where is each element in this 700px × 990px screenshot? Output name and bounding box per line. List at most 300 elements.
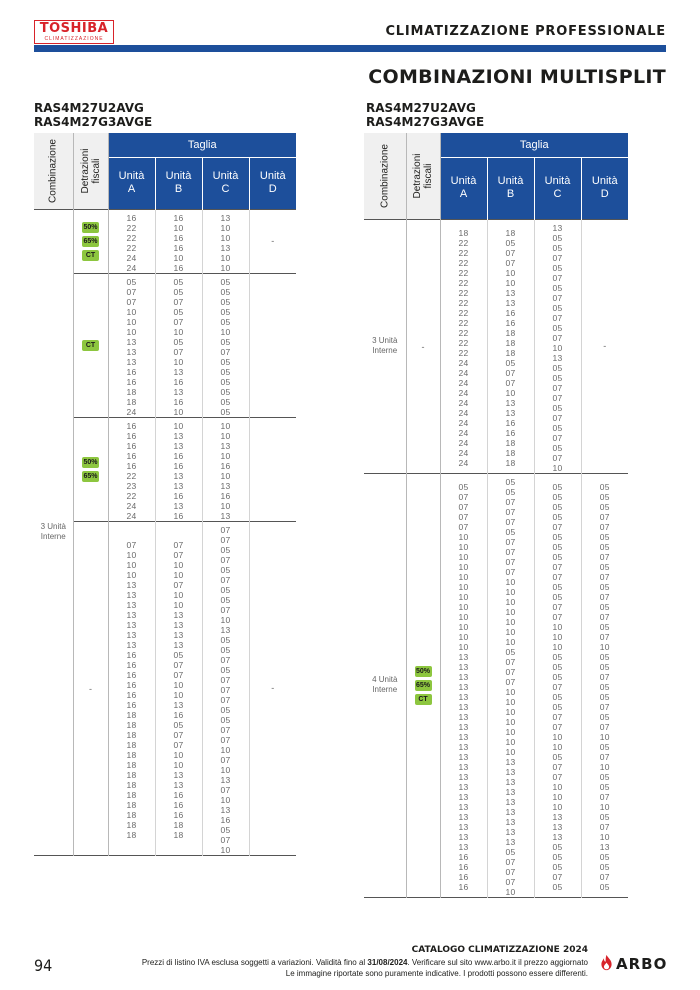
size-value: 05 <box>599 651 610 662</box>
size-value: 13 <box>599 841 610 852</box>
size-value: 16 <box>458 881 469 892</box>
combinazione-header: Combinazione <box>34 133 73 209</box>
size-value: 05 <box>220 824 231 835</box>
size-value: 16 <box>126 689 137 700</box>
size-value: 10 <box>505 886 516 897</box>
size-value: 07 <box>220 654 231 665</box>
size-value: 05 <box>552 262 563 273</box>
size-value: 10 <box>505 726 516 737</box>
size-column <box>202 209 249 273</box>
size-value: 05 <box>552 551 563 562</box>
size-value: 05 <box>220 396 231 407</box>
size-value: 07 <box>505 676 516 687</box>
size-value: 13 <box>173 609 184 620</box>
size-value: 13 <box>173 480 184 491</box>
size-value: 16 <box>173 789 184 800</box>
size-value: 10 <box>505 696 516 707</box>
size-value: 13 <box>458 711 469 722</box>
size-value: 18 <box>126 729 137 740</box>
size-value: 10 <box>126 549 137 560</box>
size-value: 13 <box>458 661 469 672</box>
size-value: 16 <box>173 510 184 521</box>
size-value: 13 <box>126 599 137 610</box>
size-value: 05 <box>173 276 184 287</box>
size-value: 10 <box>173 420 184 431</box>
size-value: 10 <box>173 356 184 367</box>
arbo-flame-icon <box>598 954 615 971</box>
size-value: 10 <box>458 621 469 632</box>
tax-deductions <box>406 219 440 473</box>
table-end <box>34 855 296 856</box>
size-value: 10 <box>173 559 184 570</box>
size-value: 10 <box>505 626 516 637</box>
size-value: 10 <box>458 531 469 542</box>
size-value: 18 <box>126 759 137 770</box>
unit-d-value: - <box>249 209 296 273</box>
size-value: 13 <box>505 836 516 847</box>
size-column <box>155 521 202 855</box>
size-value: 18 <box>505 347 516 358</box>
size-value: 18 <box>505 457 516 468</box>
size-value: 13 <box>458 841 469 852</box>
size-value: 10 <box>505 736 516 747</box>
right-model-1: RAS4M27U2AVG <box>366 101 476 115</box>
size-value: 07 <box>220 534 231 545</box>
size-value: 22 <box>126 232 137 243</box>
size-value: 07 <box>552 292 563 303</box>
size-value: 05 <box>599 581 610 592</box>
unit-c-header: Unità C <box>202 157 249 209</box>
size-value: 13 <box>173 779 184 790</box>
size-value: 07 <box>552 452 563 463</box>
size-value: 13 <box>458 781 469 792</box>
size-column <box>534 219 581 473</box>
image-disclaimer: Le immagine riportate sono puramente indicative. I prodotti possono essere differenti. <box>285 969 588 978</box>
unit-d-header: Unità D <box>581 157 628 219</box>
size-value: 13 <box>505 756 516 767</box>
combination-label: 3 Unità Interne <box>34 209 73 855</box>
size-value: 13 <box>126 336 137 347</box>
size-value: 07 <box>505 866 516 877</box>
size-value: 05 <box>220 544 231 555</box>
size-value: 05 <box>599 531 610 542</box>
size-value: 13 <box>220 804 231 815</box>
size-value: 07 <box>173 659 184 670</box>
size-value: 13 <box>173 440 184 451</box>
size-value: 07 <box>220 754 231 765</box>
size-value: 05 <box>552 691 563 702</box>
size-value: 16 <box>220 460 231 471</box>
size-value: 16 <box>173 376 184 387</box>
size-value: 07 <box>126 296 137 307</box>
size-value: 13 <box>220 510 231 521</box>
size-value: 10 <box>220 470 231 481</box>
size-value: 18 <box>126 749 137 760</box>
size-value: 13 <box>173 639 184 650</box>
size-value: 13 <box>126 629 137 640</box>
size-value: 07 <box>552 332 563 343</box>
size-value: 13 <box>552 352 563 363</box>
size-value: 13 <box>458 731 469 742</box>
unit-c-header: Unità C <box>534 157 581 219</box>
size-value: 05 <box>220 564 231 575</box>
size-value: 22 <box>458 257 469 268</box>
size-value: 13 <box>220 212 231 223</box>
size-value: 22 <box>126 470 137 481</box>
size-value: 07 <box>552 771 563 782</box>
size-value: 07 <box>552 272 563 283</box>
left-model-names <box>34 101 152 129</box>
size-value: 10 <box>458 601 469 612</box>
size-value: 16 <box>126 659 137 670</box>
size-value: 05 <box>552 242 563 253</box>
size-value: 13 <box>505 776 516 787</box>
size-value: 18 <box>126 719 137 730</box>
combinazione-header: Combinazione <box>364 133 406 219</box>
size-value: 16 <box>126 212 137 223</box>
size-value: 05 <box>552 661 563 672</box>
tax-deductions <box>73 273 108 417</box>
toshiba-logo <box>34 20 114 44</box>
combination-label: 4 Unità Interne <box>364 473 406 897</box>
size-value: 05 <box>552 362 563 373</box>
size-value: 07 <box>220 784 231 795</box>
combination-group <box>34 209 296 273</box>
size-value: 10 <box>599 641 610 652</box>
size-value: 13 <box>173 619 184 630</box>
size-value: 07 <box>552 681 563 692</box>
size-value: 05 <box>552 861 563 872</box>
size-value: 10 <box>173 222 184 233</box>
brand-subtitle: CLIMATIZZAZIONE <box>44 36 104 42</box>
size-value: 24 <box>458 457 469 468</box>
size-value: 24 <box>458 397 469 408</box>
size-value: 13 <box>458 651 469 662</box>
size-value: 16 <box>505 417 516 428</box>
size-value: 24 <box>126 262 137 273</box>
left-model-1: RAS4M27U2AVG <box>34 101 144 115</box>
size-value: 05 <box>552 322 563 333</box>
size-column <box>581 473 628 897</box>
size-value: 10 <box>552 462 563 473</box>
size-value: 16 <box>220 490 231 501</box>
unit-d-value: - <box>581 219 628 473</box>
size-column <box>108 417 155 521</box>
size-value: 07 <box>173 296 184 307</box>
size-value: 05 <box>220 376 231 387</box>
size-value: 10 <box>458 551 469 562</box>
size-value: 05 <box>505 846 516 857</box>
right-combination-table <box>364 133 628 898</box>
taglia-header: Taglia <box>440 133 628 157</box>
detrazioni-header: Detrazioni fiscali <box>73 133 108 209</box>
size-value: 07 <box>552 611 563 622</box>
size-value: 16 <box>126 669 137 680</box>
size-value: 07 <box>552 711 563 722</box>
size-value: 22 <box>458 277 469 288</box>
size-value: 16 <box>126 679 137 690</box>
size-value: 22 <box>458 347 469 358</box>
size-value: 10 <box>173 326 184 337</box>
size-value: 10 <box>505 387 516 398</box>
size-value: 24 <box>126 406 137 417</box>
size-value: 07 <box>599 751 610 762</box>
size-value: 22 <box>458 237 469 248</box>
size-value: 10 <box>599 761 610 772</box>
size-value: 18 <box>173 829 184 840</box>
size-value: 07 <box>552 412 563 423</box>
price-disclaimer: Prezzi di listino IVA esclusa soggetti a variazioni. Validità fino al 31/08/2024. Verificare sul sito www.arbo.it il prezzo aggiornato <box>141 958 588 967</box>
right-table-body <box>364 219 628 898</box>
size-value: 07 <box>599 521 610 532</box>
size-column <box>108 521 155 855</box>
size-value: 05 <box>552 651 563 662</box>
size-value: 07 <box>220 574 231 585</box>
size-value: 10 <box>220 794 231 805</box>
size-value: 22 <box>458 297 469 308</box>
conto-termico-badge: CT <box>82 250 99 261</box>
combination-group <box>34 417 296 521</box>
size-value: 22 <box>458 267 469 278</box>
detrazione-50-badge: 50% <box>83 458 98 466</box>
size-value: 13 <box>505 796 516 807</box>
size-value: 05 <box>552 501 563 512</box>
size-value: 05 <box>552 701 563 712</box>
right-model-2: RAS4M27G3AVGE <box>366 115 485 129</box>
size-value: 05 <box>220 336 231 347</box>
size-value: 07 <box>505 546 516 557</box>
size-value: 13 <box>505 297 516 308</box>
size-value: 10 <box>173 589 184 600</box>
combination-group <box>34 273 296 417</box>
unit-d-value: - <box>249 521 296 855</box>
detrazione-65-badge: 65% <box>83 472 98 480</box>
size-value: 13 <box>505 816 516 827</box>
size-value: 13 <box>458 761 469 772</box>
size-value: 13 <box>458 771 469 782</box>
validity-date: 31/08/2024 <box>367 958 408 967</box>
size-value: 10 <box>458 571 469 582</box>
size-value: 18 <box>126 386 137 397</box>
detrazioni-header: Detrazioni fiscali <box>406 133 440 219</box>
dash: - <box>421 342 425 352</box>
size-value: 10 <box>173 406 184 417</box>
size-value: 22 <box>126 222 137 233</box>
size-value: 18 <box>126 709 137 720</box>
size-value: 07 <box>458 501 469 512</box>
size-value: 10 <box>505 706 516 717</box>
size-value: 07 <box>552 392 563 403</box>
size-value: 05 <box>173 306 184 317</box>
size-value: 05 <box>552 422 563 433</box>
size-value: 05 <box>505 237 516 248</box>
size-value: 07 <box>173 579 184 590</box>
size-value: 10 <box>552 731 563 742</box>
size-value: 07 <box>505 496 516 507</box>
size-value: 13 <box>173 366 184 377</box>
size-value: 07 <box>552 761 563 772</box>
size-value: 05 <box>220 276 231 287</box>
size-value: 10 <box>220 614 231 625</box>
size-value: 13 <box>173 470 184 481</box>
size-value: 07 <box>505 506 516 517</box>
size-value: 13 <box>505 786 516 797</box>
taglia-header: Taglia <box>108 133 296 157</box>
size-value: 13 <box>173 386 184 397</box>
right-model-names <box>366 101 484 129</box>
size-value: 07 <box>220 604 231 615</box>
size-value: 10 <box>126 569 137 580</box>
size-value: 10 <box>220 420 231 431</box>
detrazione-50-badge: 50% <box>415 667 430 675</box>
size-value: 05 <box>552 881 563 892</box>
size-value: 07 <box>220 346 231 357</box>
size-value: 07 <box>599 551 610 562</box>
size-value: 05 <box>552 751 563 762</box>
size-value: 05 <box>505 646 516 657</box>
size-value: 13 <box>458 681 469 692</box>
size-value: 24 <box>458 367 469 378</box>
size-value: 07 <box>505 876 516 887</box>
size-value: 05 <box>552 481 563 492</box>
size-value: 13 <box>173 430 184 441</box>
size-value: 10 <box>126 326 137 337</box>
size-value: 07 <box>552 432 563 443</box>
size-value: 10 <box>505 636 516 647</box>
size-value: 13 <box>220 480 231 491</box>
size-value: 13 <box>126 356 137 367</box>
size-value: 07 <box>220 834 231 845</box>
size-value: 05 <box>220 286 231 297</box>
size-value: 07 <box>220 674 231 685</box>
size-value: 05 <box>552 442 563 453</box>
size-value: 05 <box>599 501 610 512</box>
size-column <box>440 219 487 473</box>
size-value: 05 <box>599 601 610 612</box>
size-value: 18 <box>126 779 137 790</box>
size-value: 13 <box>458 741 469 752</box>
size-value: 05 <box>552 282 563 293</box>
size-value: 10 <box>173 689 184 700</box>
size-value: 05 <box>220 306 231 317</box>
tax-deductions <box>73 209 108 273</box>
size-value: 13 <box>126 589 137 600</box>
combination-label: 3 Unità Interne <box>364 219 406 473</box>
size-value: 05 <box>220 296 231 307</box>
size-value: 13 <box>458 801 469 812</box>
size-value: 18 <box>126 819 137 830</box>
size-value: 18 <box>126 809 137 820</box>
size-value: 07 <box>599 821 610 832</box>
size-column <box>108 209 155 273</box>
size-value: 16 <box>458 871 469 882</box>
size-value: 07 <box>599 671 610 682</box>
size-column <box>202 417 249 521</box>
size-value: 05 <box>173 719 184 730</box>
size-value: 07 <box>552 521 563 532</box>
size-value: 05 <box>173 286 184 297</box>
unit-d-value <box>249 273 296 417</box>
size-value: 22 <box>458 307 469 318</box>
size-column <box>534 473 581 897</box>
size-value: 07 <box>505 247 516 258</box>
size-value: 07 <box>599 791 610 802</box>
size-value: 18 <box>505 447 516 458</box>
size-value: 07 <box>552 312 563 323</box>
size-value: 24 <box>458 417 469 428</box>
size-value: 05 <box>220 704 231 715</box>
size-value: 07 <box>458 521 469 532</box>
left-model-2: RAS4M27G3AVGE <box>34 115 153 129</box>
size-value: 05 <box>552 541 563 552</box>
table-end <box>364 897 628 898</box>
arbo-wordmark: ARBO <box>616 955 668 973</box>
size-value: 24 <box>126 510 137 521</box>
size-value: 24 <box>458 387 469 398</box>
size-value: 18 <box>126 739 137 750</box>
size-value: 13 <box>126 579 137 590</box>
size-value: 18 <box>505 327 516 338</box>
size-value: 10 <box>173 759 184 770</box>
size-value: 18 <box>126 789 137 800</box>
size-value: 07 <box>599 611 610 622</box>
page-number: 94 <box>34 956 53 975</box>
size-value: 07 <box>173 346 184 357</box>
unit-b-header: Unità B <box>155 157 202 209</box>
size-value: 16 <box>126 376 137 387</box>
size-value: 10 <box>220 326 231 337</box>
size-value: 10 <box>505 596 516 607</box>
unit-d-header: Unità D <box>249 157 296 209</box>
size-value: 22 <box>458 337 469 348</box>
size-value: 05 <box>599 811 610 822</box>
size-value: 23 <box>126 480 137 491</box>
size-value: 07 <box>505 556 516 567</box>
size-value: 16 <box>458 851 469 862</box>
size-value: 10 <box>599 731 610 742</box>
size-value: 10 <box>505 686 516 697</box>
size-value: 10 <box>505 586 516 597</box>
size-value: 07 <box>552 382 563 393</box>
size-value: 16 <box>173 460 184 471</box>
size-value: 07 <box>505 257 516 268</box>
size-value: 10 <box>505 746 516 757</box>
size-value: 05 <box>126 276 137 287</box>
size-value: 05 <box>552 581 563 592</box>
size-value: 18 <box>458 227 469 238</box>
size-value: 10 <box>220 844 231 855</box>
size-value: 05 <box>599 681 610 692</box>
size-value: 05 <box>599 771 610 782</box>
size-value: 16 <box>126 460 137 471</box>
size-value: 13 <box>458 791 469 802</box>
size-value: 10 <box>458 581 469 592</box>
size-value: 05 <box>505 526 516 537</box>
size-value: 13 <box>458 701 469 712</box>
size-value: 05 <box>552 302 563 313</box>
size-value: 07 <box>505 666 516 677</box>
size-value: 10 <box>220 252 231 263</box>
size-value: 10 <box>552 781 563 792</box>
size-value: 07 <box>505 656 516 667</box>
size-value: 10 <box>599 831 610 842</box>
size-column <box>440 473 487 897</box>
size-value: 13 <box>505 287 516 298</box>
size-value: 10 <box>173 679 184 690</box>
size-value: 10 <box>126 306 137 317</box>
size-value: 16 <box>505 427 516 438</box>
size-value: 16 <box>126 649 137 660</box>
